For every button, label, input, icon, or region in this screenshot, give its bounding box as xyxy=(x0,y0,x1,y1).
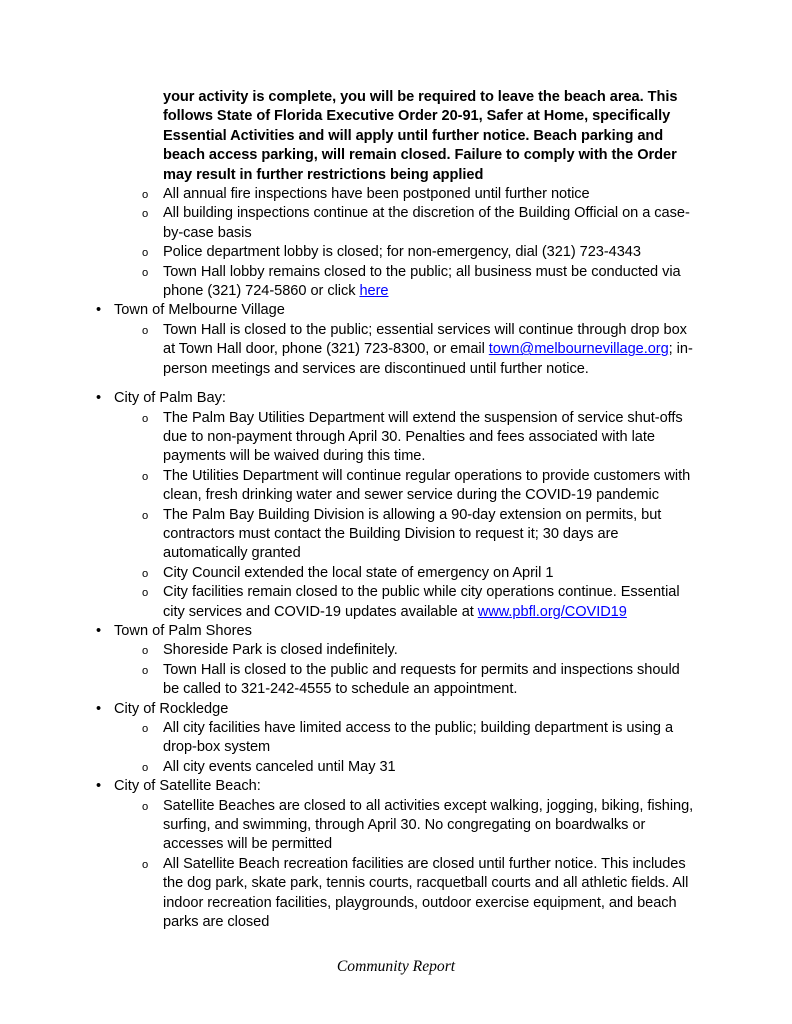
list-item-text: All building inspections continue at the discretion of the Building Official on a case-by-case basis xyxy=(163,205,690,241)
list-item xyxy=(114,583,698,622)
list-item-text: Town Hall is closed to the public and requests for permits and inspections should be called to 321-242-4555 to schedule an appointment. xyxy=(163,661,680,698)
orphan-subitem-list xyxy=(114,185,698,301)
list-item-text: Town Hall is closed to the public; essential services will continue through drop box at Town Hall door, phone (321) 723-8300, or email xyxy=(163,321,687,358)
section-heading: • City of Satellite Beach: xyxy=(114,777,698,796)
list-item-text: Police department lobby is closed; for non-emergency, dial (321) 723-4343 xyxy=(163,244,641,261)
document-body xyxy=(96,88,698,932)
list-item-text: All city events canceled until May 31 xyxy=(163,758,396,775)
list-item-text-tail: ; in-person meetings and services are discontinued until further notice. xyxy=(163,341,693,377)
section-rockledge xyxy=(96,700,698,778)
list-item-text: City Council extended the local state of emergency on April 1 xyxy=(163,564,554,581)
here-link[interactable]: here xyxy=(359,283,389,300)
section-satellite-beach xyxy=(96,777,698,932)
section-item-list xyxy=(114,409,698,622)
list-item xyxy=(114,855,698,933)
list-item-text: All Satellite Beach recreation facilities are closed until further notice. This includes the dog park, skate park, tennis courts, racquetball courts and all athletic fields. All indoor recreation facilities, playgrounds, outdoor exercise equipment, and beach parks are closed xyxy=(163,855,689,931)
list-item-text: Satellite Beaches are closed to all activities except walking, jogging, biking, fishing, surfing, and swimming, through April 30. No congregating on boardwalks or accesses will be permitted xyxy=(163,797,694,853)
section-item-list xyxy=(114,719,698,777)
list-item xyxy=(114,661,698,700)
list-item xyxy=(114,467,698,506)
list-item xyxy=(114,719,698,758)
section-item-list xyxy=(114,641,698,699)
list-item-text: Shoreside Park is closed indefinitely. xyxy=(163,642,398,659)
list-item xyxy=(114,243,698,262)
list-item xyxy=(114,564,698,583)
section-heading: • Town of Palm Shores xyxy=(114,622,698,641)
section-palm-bay xyxy=(96,389,698,622)
list-item-text: The Palm Bay Building Division is allowing a 90-day extension on permits, but contractors must contact the Building Division to request it; 30 days are automatically granted xyxy=(163,506,662,562)
covid19-url-link[interactable]: www.pbfl.org/COVID19 xyxy=(477,603,627,620)
list-item xyxy=(114,641,698,660)
page-footer: Community Report xyxy=(336,958,456,975)
list-item-text: All city facilities have limited access to the public; building department is using a drop-box system xyxy=(163,720,674,756)
section-heading: • City of Rockledge xyxy=(114,700,698,719)
section-heading: • City of Palm Bay: xyxy=(114,389,698,408)
list-item-text: The Utilities Department will continue regular operations to provide customers with clean, fresh drinking water and sewer service during the COVID-19 pandemic xyxy=(163,467,691,504)
list-item-text: City facilities remain closed to the public while city operations continue. Essential city services and COVID-19 updates available at xyxy=(163,584,680,620)
section-palm-shores xyxy=(96,622,698,700)
section-item-list xyxy=(114,321,698,379)
list-item xyxy=(114,409,698,467)
list-item xyxy=(114,758,698,777)
email-link[interactable]: town@melbournevillage.org xyxy=(488,341,669,358)
top-level-list xyxy=(96,185,698,932)
section-melbourne-village xyxy=(96,301,698,379)
list-item xyxy=(114,506,698,564)
orphan-subitem-group xyxy=(96,185,698,301)
list-item xyxy=(114,263,698,302)
list-item xyxy=(114,797,698,855)
list-item xyxy=(114,185,698,204)
list-item xyxy=(114,321,698,379)
list-item-text: Town Hall lobby remains closed to the public; all business must be conducted via phone (321) 724-5860 or click xyxy=(163,263,681,300)
section-item-list xyxy=(114,797,698,933)
list-item xyxy=(114,204,698,243)
section-heading: • Town of Melbourne Village xyxy=(114,301,698,320)
lead-paragraph: your activity is complete, you will be required to leave the beach area. This follows State of Florida Executive Order 20-91, Safer at Home, specifically Essential Activities and will apply until further notice. Beach parking and beach access parking, will remain closed. Failure to comply with the Order may result in further restrictions being applied xyxy=(163,89,678,183)
list-item-text: The Palm Bay Utilities Department will extend the suspension of service shut-offs due to non-payment through April 30. Penalties and fees associated with late payments will be waived during this time. xyxy=(163,409,683,465)
list-item-text: All annual fire inspections have been postponed until further notice xyxy=(163,186,590,203)
